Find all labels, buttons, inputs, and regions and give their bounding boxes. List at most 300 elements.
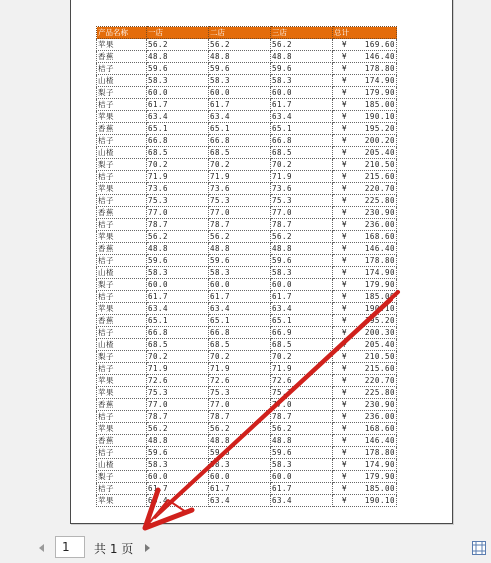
store-value-cell: 60.0 — [147, 87, 209, 99]
currency-symbol: ¥ — [342, 208, 348, 217]
triangle-right-icon[interactable] — [142, 541, 154, 555]
total-cell — [333, 447, 397, 459]
store-value-cell: 70.2 — [209, 159, 271, 171]
store-value-cell: 59.6 — [147, 63, 209, 75]
currency-symbol: ¥ — [342, 472, 348, 481]
store-value-cell: 59.6 — [271, 255, 333, 267]
table-row — [97, 123, 397, 135]
store-value-cell: 63.4 — [209, 303, 271, 315]
store-value-cell: 48.8 — [271, 243, 333, 255]
total-value: 179.90 — [364, 472, 395, 481]
total-cell — [333, 243, 397, 255]
table-row — [97, 483, 397, 495]
product-name-cell: 苹果 — [97, 183, 147, 195]
total-value: 146.40 — [364, 436, 395, 445]
total-cell — [333, 207, 397, 219]
total-value: 230.90 — [364, 208, 395, 217]
store-value-cell: 68.5 — [271, 147, 333, 159]
column-header-store1: 一店 — [147, 27, 209, 39]
product-name-cell: 山楂 — [97, 267, 147, 279]
total-cell — [333, 231, 397, 243]
table-row — [97, 219, 397, 231]
store-value-cell: 60.0 — [147, 279, 209, 291]
total-value: 220.70 — [364, 376, 395, 385]
product-name-cell: 苹果 — [97, 423, 147, 435]
store-value-cell: 48.8 — [271, 51, 333, 63]
store-value-cell: 65.1 — [147, 123, 209, 135]
total-value: 190.10 — [364, 304, 395, 313]
total-value: 236.00 — [364, 220, 395, 229]
total-cell — [333, 363, 397, 375]
product-name-cell: 香蕉 — [97, 243, 147, 255]
product-name-cell: 梨子 — [97, 471, 147, 483]
currency-symbol: ¥ — [342, 376, 348, 385]
store-value-cell: 75.3 — [271, 387, 333, 399]
store-value-cell: 78.7 — [271, 219, 333, 231]
table-row — [97, 87, 397, 99]
total-cell — [333, 147, 397, 159]
total-cell — [333, 75, 397, 87]
total-value: 179.90 — [364, 88, 395, 97]
table-row — [97, 315, 397, 327]
store-value-cell: 77.0 — [147, 207, 209, 219]
table-row — [97, 63, 397, 75]
total-cell — [333, 171, 397, 183]
product-name-cell: 苹果 — [97, 495, 147, 507]
column-header-product: 产品名称 — [97, 27, 147, 39]
store-value-cell: 48.8 — [147, 51, 209, 63]
table-row — [97, 327, 397, 339]
store-value-cell: 60.0 — [147, 471, 209, 483]
store-value-cell: 60.0 — [271, 87, 333, 99]
total-cell — [333, 135, 397, 147]
currency-symbol: ¥ — [342, 76, 348, 85]
total-cell — [333, 375, 397, 387]
total-cell — [333, 495, 397, 507]
total-cell — [333, 99, 397, 111]
total-cell — [333, 267, 397, 279]
product-name-cell: 桔子 — [97, 411, 147, 423]
store-value-cell: 66.8 — [147, 135, 209, 147]
store-value-cell: 70.2 — [209, 351, 271, 363]
currency-symbol: ¥ — [342, 412, 348, 421]
store-value-cell: 77.0 — [147, 399, 209, 411]
total-value: 230.90 — [364, 400, 395, 409]
store-value-cell: 48.8 — [209, 435, 271, 447]
store-value-cell: 78.7 — [147, 411, 209, 423]
store-value-cell: 68.5 — [147, 339, 209, 351]
store-value-cell: 63.4 — [147, 495, 209, 507]
store-value-cell: 48.8 — [209, 243, 271, 255]
store-value-cell: 77.0 — [209, 207, 271, 219]
currency-symbol: ¥ — [342, 64, 348, 73]
table-row — [97, 207, 397, 219]
total-value: 174.90 — [364, 268, 395, 277]
product-name-cell: 桔子 — [97, 447, 147, 459]
total-cell — [333, 255, 397, 267]
currency-symbol: ¥ — [342, 268, 348, 277]
store-value-cell: 77.0 — [209, 399, 271, 411]
currency-symbol: ¥ — [342, 148, 348, 157]
store-value-cell: 61.7 — [209, 99, 271, 111]
currency-symbol: ¥ — [342, 100, 348, 109]
store-value-cell: 58.3 — [147, 267, 209, 279]
product-name-cell: 山楂 — [97, 147, 147, 159]
product-name-cell: 桔子 — [97, 99, 147, 111]
currency-symbol: ¥ — [342, 496, 348, 505]
total-cell — [333, 159, 397, 171]
store-value-cell: 78.7 — [271, 411, 333, 423]
triangle-left-icon[interactable] — [36, 541, 48, 555]
total-cell — [333, 399, 397, 411]
table-header-row — [97, 27, 397, 39]
product-name-cell: 桔子 — [97, 219, 147, 231]
total-value: 178.80 — [364, 448, 395, 457]
store-value-cell: 65.1 — [271, 315, 333, 327]
store-value-cell: 70.2 — [271, 159, 333, 171]
product-name-cell: 山楂 — [97, 339, 147, 351]
currency-symbol: ¥ — [342, 328, 348, 337]
total-cell — [333, 483, 397, 495]
currency-symbol: ¥ — [342, 364, 348, 373]
store-value-cell: 61.7 — [147, 99, 209, 111]
store-value-cell: 48.8 — [271, 435, 333, 447]
total-cell — [333, 39, 397, 51]
show-margins-icon[interactable] — [472, 540, 486, 554]
store-value-cell: 48.8 — [147, 435, 209, 447]
column-header-total: 总计 — [333, 27, 397, 39]
total-cell — [333, 219, 397, 231]
store-value-cell: 71.9 — [271, 171, 333, 183]
total-value: 190.10 — [364, 112, 395, 121]
total-value: 179.90 — [364, 280, 395, 289]
store-value-cell: 65.1 — [271, 123, 333, 135]
product-name-cell: 苹果 — [97, 231, 147, 243]
product-name-cell: 桔子 — [97, 171, 147, 183]
store-value-cell: 60.0 — [209, 471, 271, 483]
store-value-cell: 63.4 — [271, 111, 333, 123]
data-table — [96, 26, 397, 507]
product-name-cell: 桔子 — [97, 255, 147, 267]
store-value-cell: 58.3 — [271, 459, 333, 471]
total-value: 215.60 — [364, 172, 395, 181]
store-value-cell: 78.7 — [209, 219, 271, 231]
table-row — [97, 399, 397, 411]
table-row — [97, 471, 397, 483]
currency-symbol: ¥ — [342, 184, 348, 193]
store-value-cell: 71.9 — [147, 171, 209, 183]
total-value: 200.30 — [364, 328, 395, 337]
currency-symbol: ¥ — [342, 484, 348, 493]
table-row — [97, 363, 397, 375]
currency-symbol: ¥ — [342, 160, 348, 169]
currency-symbol: ¥ — [342, 280, 348, 289]
total-value: 200.20 — [364, 136, 395, 145]
total-cell — [333, 387, 397, 399]
product-name-cell: 梨子 — [97, 159, 147, 171]
currency-symbol: ¥ — [342, 352, 348, 361]
store-value-cell: 58.3 — [271, 75, 333, 87]
store-value-cell: 63.4 — [271, 303, 333, 315]
store-value-cell: 56.2 — [209, 39, 271, 51]
product-name-cell: 苹果 — [97, 303, 147, 315]
total-cell — [333, 471, 397, 483]
total-value: 169.60 — [364, 40, 395, 49]
store-value-cell: 72.6 — [209, 375, 271, 387]
product-name-cell: 桔子 — [97, 195, 147, 207]
table-row — [97, 111, 397, 123]
table-body — [97, 39, 397, 507]
currency-symbol: ¥ — [342, 40, 348, 49]
product-name-cell: 香蕉 — [97, 435, 147, 447]
currency-symbol: ¥ — [342, 316, 348, 325]
total-cell — [333, 63, 397, 75]
table-row — [97, 279, 397, 291]
store-value-cell: 70.2 — [271, 351, 333, 363]
store-value-cell: 73.6 — [209, 183, 271, 195]
total-cell — [333, 435, 397, 447]
table-row — [97, 171, 397, 183]
table-row — [97, 159, 397, 171]
total-value: 195.20 — [364, 124, 395, 133]
table-row — [97, 255, 397, 267]
column-header-store2: 二店 — [209, 27, 271, 39]
store-value-cell: 78.7 — [147, 219, 209, 231]
store-value-cell: 71.9 — [209, 171, 271, 183]
table-row — [97, 351, 397, 363]
product-name-cell: 桔子 — [97, 327, 147, 339]
currency-symbol: ¥ — [342, 136, 348, 145]
product-name-cell: 桔子 — [97, 63, 147, 75]
currency-symbol: ¥ — [342, 424, 348, 433]
store-value-cell: 78.7 — [209, 411, 271, 423]
product-name-cell: 山楂 — [97, 75, 147, 87]
total-value: 205.40 — [364, 148, 395, 157]
store-value-cell: 75.3 — [147, 195, 209, 207]
store-value-cell: 61.7 — [271, 483, 333, 495]
total-cell — [333, 315, 397, 327]
table-row — [97, 339, 397, 351]
total-value: 220.70 — [364, 184, 395, 193]
store-value-cell: 68.5 — [209, 339, 271, 351]
total-cell — [333, 351, 397, 363]
store-value-cell: 59.6 — [209, 63, 271, 75]
store-value-cell: 58.3 — [209, 459, 271, 471]
store-value-cell: 58.3 — [147, 75, 209, 87]
currency-symbol: ¥ — [342, 124, 348, 133]
table-row — [97, 99, 397, 111]
column-header-store3: 三店 — [271, 27, 333, 39]
store-value-cell: 60.0 — [209, 87, 271, 99]
store-value-cell: 56.2 — [271, 231, 333, 243]
product-name-cell: 香蕉 — [97, 315, 147, 327]
currency-symbol: ¥ — [342, 88, 348, 97]
store-value-cell: 77.0 — [271, 399, 333, 411]
total-value: 168.60 — [364, 424, 395, 433]
store-value-cell: 73.6 — [271, 183, 333, 195]
table-row — [97, 231, 397, 243]
table-row — [97, 375, 397, 387]
currency-symbol: ¥ — [342, 340, 348, 349]
table-row — [97, 75, 397, 87]
store-value-cell: 61.7 — [147, 291, 209, 303]
store-value-cell: 56.2 — [271, 39, 333, 51]
store-value-cell: 60.0 — [209, 279, 271, 291]
product-name-cell: 香蕉 — [97, 51, 147, 63]
total-value: 174.90 — [364, 460, 395, 469]
table-row — [97, 411, 397, 423]
table-row — [97, 459, 397, 471]
currency-symbol: ¥ — [342, 304, 348, 313]
currency-symbol: ¥ — [342, 112, 348, 121]
total-cell — [333, 183, 397, 195]
store-value-cell: 59.6 — [271, 63, 333, 75]
total-cell — [333, 339, 397, 351]
store-value-cell: 68.5 — [209, 147, 271, 159]
store-value-cell: 56.2 — [147, 231, 209, 243]
store-value-cell: 61.7 — [271, 99, 333, 111]
product-name-cell: 苹果 — [97, 387, 147, 399]
currency-symbol: ¥ — [342, 220, 348, 229]
store-value-cell: 61.7 — [147, 483, 209, 495]
store-value-cell: 56.2 — [147, 39, 209, 51]
store-value-cell: 58.3 — [147, 459, 209, 471]
store-value-cell: 56.2 — [209, 231, 271, 243]
store-value-cell: 63.4 — [209, 111, 271, 123]
table-row — [97, 267, 397, 279]
total-value: 185.00 — [364, 100, 395, 109]
store-value-cell: 56.2 — [209, 423, 271, 435]
total-value: 168.60 — [364, 232, 395, 241]
store-value-cell: 75.3 — [147, 387, 209, 399]
total-value: 215.60 — [364, 364, 395, 373]
store-value-cell: 71.9 — [147, 363, 209, 375]
store-value-cell: 75.3 — [209, 195, 271, 207]
currency-symbol: ¥ — [342, 292, 348, 301]
product-name-cell: 香蕉 — [97, 399, 147, 411]
total-value: 185.00 — [364, 484, 395, 493]
store-value-cell: 75.3 — [271, 195, 333, 207]
store-value-cell: 72.6 — [147, 375, 209, 387]
table-row — [97, 423, 397, 435]
store-value-cell: 75.3 — [209, 387, 271, 399]
currency-symbol: ¥ — [342, 232, 348, 241]
table-row — [97, 291, 397, 303]
total-value: 185.00 — [364, 292, 395, 301]
total-value: 146.40 — [364, 244, 395, 253]
product-name-cell: 桔子 — [97, 291, 147, 303]
table-row — [97, 447, 397, 459]
total-cell — [333, 459, 397, 471]
store-value-cell: 48.8 — [209, 51, 271, 63]
currency-symbol: ¥ — [342, 196, 348, 205]
table-row — [97, 495, 397, 507]
total-cell — [333, 327, 397, 339]
store-value-cell: 59.6 — [271, 447, 333, 459]
currency-symbol: ¥ — [342, 256, 348, 265]
table-row — [97, 51, 397, 63]
currency-symbol: ¥ — [342, 388, 348, 397]
store-value-cell: 66.8 — [147, 327, 209, 339]
page-number-input[interactable] — [55, 536, 85, 558]
store-value-cell: 65.1 — [209, 315, 271, 327]
product-name-cell: 苹果 — [97, 375, 147, 387]
table-row — [97, 147, 397, 159]
total-cell — [333, 423, 397, 435]
store-value-cell: 60.0 — [271, 471, 333, 483]
store-value-cell: 66.8 — [209, 327, 271, 339]
store-value-cell: 58.3 — [209, 267, 271, 279]
store-value-cell: 59.6 — [209, 447, 271, 459]
store-value-cell: 68.5 — [271, 339, 333, 351]
product-name-cell: 苹果 — [97, 111, 147, 123]
product-name-cell: 桔子 — [97, 363, 147, 375]
store-value-cell: 59.6 — [147, 255, 209, 267]
table-row — [97, 195, 397, 207]
total-value: 210.50 — [364, 352, 395, 361]
store-value-cell: 71.9 — [271, 363, 333, 375]
total-value: 190.10 — [364, 496, 395, 505]
total-cell — [333, 195, 397, 207]
currency-symbol: ¥ — [342, 436, 348, 445]
currency-symbol: ¥ — [342, 244, 348, 253]
total-value: 210.50 — [364, 160, 395, 169]
product-name-cell: 桔子 — [97, 483, 147, 495]
currency-symbol: ¥ — [342, 52, 348, 61]
store-value-cell: 70.2 — [147, 159, 209, 171]
currency-symbol: ¥ — [342, 172, 348, 181]
total-value: 236.00 — [364, 412, 395, 421]
table-row — [97, 387, 397, 399]
store-value-cell: 58.3 — [209, 75, 271, 87]
product-name-cell: 山楂 — [97, 459, 147, 471]
total-value: 178.80 — [364, 64, 395, 73]
table-row — [97, 303, 397, 315]
total-value: 225.80 — [364, 196, 395, 205]
product-name-cell: 香蕉 — [97, 123, 147, 135]
store-value-cell: 61.7 — [209, 483, 271, 495]
store-value-cell: 63.4 — [271, 495, 333, 507]
currency-symbol: ¥ — [342, 448, 348, 457]
store-value-cell: 56.2 — [147, 423, 209, 435]
product-name-cell: 桔子 — [97, 135, 147, 147]
store-value-cell: 77.0 — [271, 207, 333, 219]
store-value-cell: 66.9 — [271, 327, 333, 339]
table-row — [97, 183, 397, 195]
store-value-cell: 63.4 — [147, 303, 209, 315]
product-name-cell: 苹果 — [97, 39, 147, 51]
product-name-cell: 梨子 — [97, 279, 147, 291]
store-value-cell: 66.8 — [271, 135, 333, 147]
status-bar — [0, 532, 491, 563]
store-value-cell: 72.6 — [271, 375, 333, 387]
print-preview-page — [70, 0, 453, 524]
total-cell — [333, 291, 397, 303]
store-value-cell: 65.1 — [147, 315, 209, 327]
store-value-cell: 59.6 — [209, 255, 271, 267]
total-cell — [333, 123, 397, 135]
total-cell — [333, 87, 397, 99]
page-total-label: 共 1 页 — [94, 542, 134, 556]
total-value: 146.40 — [364, 52, 395, 61]
store-value-cell: 48.8 — [147, 243, 209, 255]
total-value: 178.80 — [364, 256, 395, 265]
product-name-cell: 梨子 — [97, 87, 147, 99]
store-value-cell: 59.6 — [147, 447, 209, 459]
store-value-cell: 61.7 — [209, 291, 271, 303]
table-row — [97, 243, 397, 255]
store-value-cell: 56.2 — [271, 423, 333, 435]
